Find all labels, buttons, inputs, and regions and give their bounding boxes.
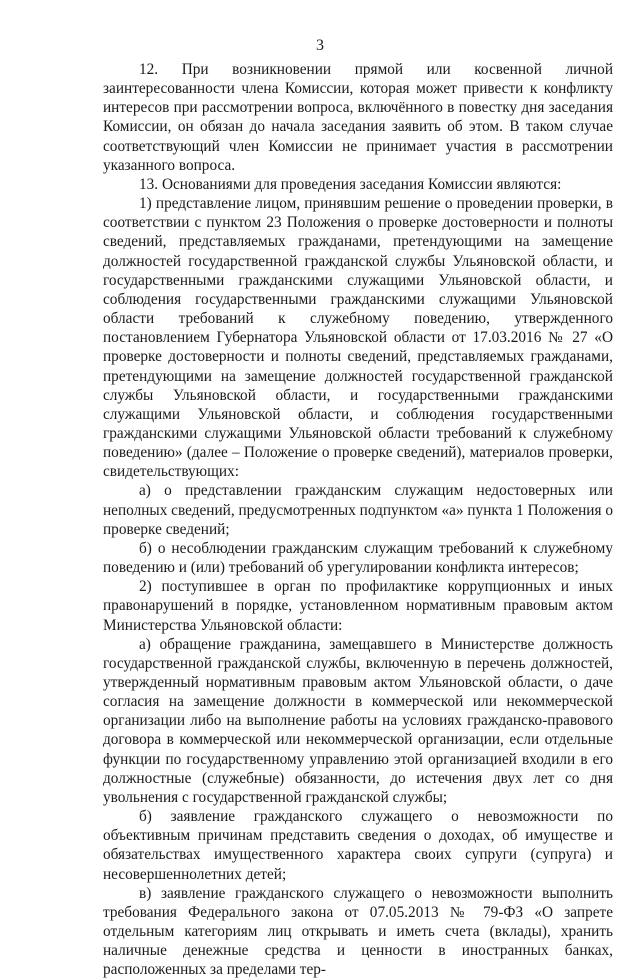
paragraph-13-item-2-a: а) обращение гражданина, замещавшего в Министерстве должность государственной гражданской службы, включенную в перечень должностей, утвержденный нормативным правовым актом Ульяновской области, о даче согласия на замещение должности в коммерческой или некоммерческой организации либо на выполнение работы на условиях гражданско-правового договора в коммерческой или некоммерческой организации, если отдельные функции по государственному управлению этой организацией входили в его должностные (служебные) обязанности, до истечения двух лет со дня увольнения с государственной гражданской службы; <box>103 635 613 806</box>
paragraph-13-item-2-b: б) заявление гражданского служащего о невозможности по объективным причинам представить сведения о доходах, об имуществе и обязательствах имущественного характера своих супруги (супруга) и несовершеннолетних детей; <box>103 808 613 883</box>
paragraph-13-item-1-b: б) о несоблюдении гражданским служащим требований к служебному поведению и (или) требований об урегулировании конфликта интересов; <box>103 539 613 577</box>
paragraph-13-item-1-a: а) о представлении гражданским служащим недостоверных или неполных сведений, предусмотренных подпунктом «а» пункта 1 Положения о проверке сведений; <box>103 482 613 538</box>
paragraph-13-item-1: 1) представление лицом, принявшим решение о проведении проверки, в соответствии с пунктом 23 Положения о проверке достоверности и полноты сведений, представляемых гражданами, претендующими на замещение должностей государственной гражданской службы Ульяновской области, и государственными гражданскими служащими Ульяновской области, и соблюдения государственными гражданскими служащими Ульяновской области требований к служебному поведению, утвержденного постановлением Губернатора Ульяновской области от 17.03.2016 № 27 «О проверке достоверности и полноты сведений, представляемых гражданами, претендующими на замещение должностей государственной гражданской службы Ульяновской области, и государственными гражданскими служащими Ульяновской области, и соблюдения государственными гражданскими служащими Ульяновской области требований к служебному поведению» (далее – Положение о проверке сведений), материалов проверки, свидетельствующих: <box>103 195 613 481</box>
document-body <box>103 60 613 980</box>
paragraph-13-grounds-heading: 13. Основаниями для проведения заседания Комиссии являются: <box>139 175 562 193</box>
paragraph-13-item-2: 2) поступившее в орган по профилактике коррупционных и иных правонарушений в порядке, установленном нормативным правовым актом Министерства Ульяновской области: <box>103 578 613 634</box>
page-number: 3 <box>316 37 324 54</box>
paragraph-12-conflict-of-interest: 12. При возникновении прямой или косвенной личной заинтересованности члена Комиссии, которая может привести к конфликту интересов при рассмотрении вопроса, включённого в повестку дня заседания Комиссии, он обязан до начала заседания заявить об этом. В таком случае соответствующий член Комиссии не принимает участия в рассмотрении указанного вопроса. <box>103 61 613 174</box>
paragraph-13-item-2-v: в) заявление гражданского служащего о невозможности выполнить требования Федерального закона от 07.05.2013 № 79-ФЗ «О запрете отдельным категориям лиц открывать и иметь счета (вклады), хранить наличные денежные средства и ценности в иностранных банках, расположенных за пределами тер- <box>103 884 613 979</box>
